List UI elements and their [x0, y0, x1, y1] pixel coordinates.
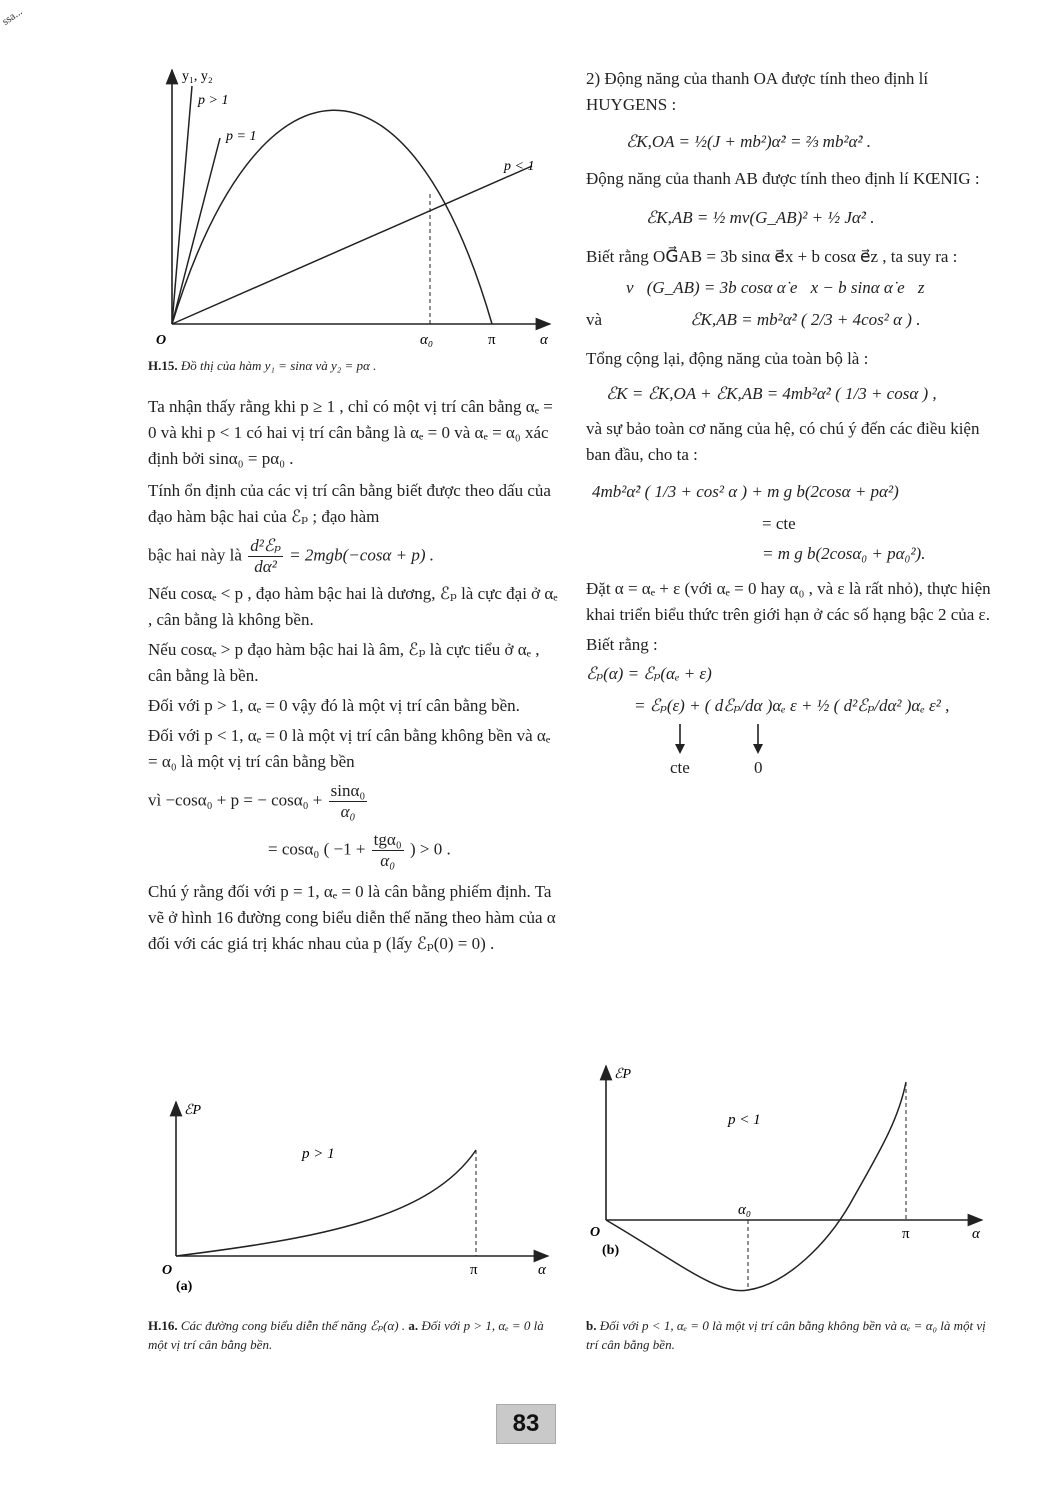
- fig16b-y-label: ℰP: [614, 1067, 632, 1082]
- right-formula-3: v⃗(G_AB) = 3b cosα α̇ e⃗x − b sinα α̇ e⃗z: [626, 278, 925, 297]
- left-para-1: Ta nhận thấy rằng khi p ≥ 1 , chỉ có một vị trí cân bằng αₑ = 0 và khi p < 1 có hai vị trí cân bằng là αₑ = 0 và αₑ = α₀ xác định bởi sinα₀ = pα₀ .: [148, 397, 553, 468]
- fig16b-curve-label: p < 1: [728, 1112, 761, 1128]
- fig16-caption-label: H.16.: [148, 1318, 178, 1333]
- fig15-pi: π: [488, 332, 496, 348]
- left-para-6: Đối với p < 1, αₑ = 0 là một vị trí cân bằng không bền và αₑ = α₀ là một vị trí cân bằng bền: [148, 726, 551, 771]
- fig15-caption: [148, 356, 558, 375]
- figure-16a: [160, 1098, 560, 1298]
- left-eq-2-num: tgα₀: [373, 830, 402, 849]
- right-heading-4: Tổng cộng lại, động năng của toàn bộ là :: [586, 349, 869, 368]
- figure-15: [148, 64, 568, 354]
- left-eq-2-post: ) > 0 .: [409, 839, 451, 859]
- right-formula-1: ℰK,OA = ½(J + mb²)α̇² = ⅔ mb²α̇² .: [626, 132, 872, 151]
- right-column: [586, 66, 998, 786]
- left-eq-2: [268, 830, 560, 871]
- left-para-4: Nếu cosαₑ > p đạo hàm bậc hai là âm, ℰₚ là cực tiểu ở αₑ , cân bằng là bền.: [148, 640, 540, 685]
- fig16a-pi: π: [470, 1262, 478, 1278]
- right-formula-7: = cte: [762, 514, 796, 533]
- fig15-y-label: y₁, y₂: [182, 69, 213, 84]
- fig15-sine-curve: [172, 110, 492, 324]
- fig15-line-p-gt1: [172, 86, 192, 324]
- right-formula-8: = m g b(2cosα₀ + pα₀²).: [762, 544, 926, 563]
- fig16b-x-label: α: [972, 1226, 980, 1242]
- left-para-5: Đối với p > 1, αₑ = 0 vậy đó là một vị trí cân bằng bền.: [148, 696, 520, 715]
- fig16a-caption: [148, 1316, 562, 1354]
- right-formula-9: ℰₚ(α) = ℰₚ(αₑ + ε): [586, 664, 712, 683]
- right-heading-2: Động năng của thanh AB được tính theo định lí KŒNIG :: [586, 169, 980, 188]
- right-heading-7: Biết rằng :: [586, 635, 658, 654]
- fig16a-caption-sub-text: Đối với p > 1, αₑ = 0 là một vị trí cân bằng bền.: [148, 1318, 544, 1352]
- right-heading-5: và sự bảo toàn cơ năng của hệ, có chú ý đến các điều kiện ban đầu, cho ta :: [586, 419, 980, 464]
- fig16a-x-label: α: [538, 1262, 546, 1278]
- fig15-label-p-gt1: p > 1: [198, 93, 229, 108]
- left-eq-1-frac: [329, 781, 368, 822]
- left-eq-2-pre: = cosα₀ ( −1 +: [268, 839, 366, 859]
- fig16b-panel: (b): [602, 1243, 620, 1258]
- fig16b-pi: π: [902, 1226, 910, 1242]
- right-heading-3: Biết rằng OG⃗AB = 3b sinα e⃗x + b cosα e⃗z , ta suy ra :: [586, 247, 958, 266]
- right-formula-4-row: [586, 310, 998, 330]
- right-formula-4: ℰK,AB = mb²α̇² ( 2/3 + 4cos² α ) .: [690, 310, 921, 329]
- left-eq-1-pre: vì −cosα₀ + p = − cosα₀ +: [148, 790, 323, 810]
- left-para-2: Tính ổn định của các vị trí cân bằng biết được theo dấu của đạo hàm bậc hai của ℰₚ ; đạo hàm: [148, 481, 551, 526]
- right-formula-5: ℰK = ℰK,OA + ℰK,AB = 4mb²α̇² ( 1/3 + cosα ) ,: [606, 384, 937, 403]
- right-zero: 0: [754, 758, 763, 777]
- fig15-caption-text: Đồ thị của hàm y₁ = sinα và y₂ = pα .: [180, 358, 377, 373]
- fig16a-caption-sub: a.: [408, 1318, 419, 1333]
- right-annotation-arrows: [646, 722, 766, 756]
- fig15-alpha0: α₀: [420, 332, 434, 348]
- left-second-derivative: [148, 536, 560, 577]
- right-formula-10: = ℰₚ(ε) + ( dℰₚ/dα )αₑ ε + ½ ( d²ℰₚ/dα² )αₑ ε² ,: [634, 696, 950, 715]
- fig16a-origin: O: [162, 1263, 173, 1278]
- fig15-caption-label: H.15.: [148, 358, 178, 373]
- left-para-3: Nếu cosαₑ < p , đạo hàm bậc hai là dương, ℰₚ là cực đại ở αₑ , cân bằng là không bền.: [148, 584, 558, 629]
- left-eq-1-num: sinα₀: [330, 781, 366, 800]
- fig16b-caption-sub: b.: [586, 1318, 597, 1333]
- left-eq-1: [148, 781, 560, 822]
- left-second-derivative-pre: bậc hai này là: [148, 545, 242, 565]
- left-eq-1-den: α₀: [340, 802, 356, 821]
- fig16b-caption: [586, 1316, 998, 1354]
- left-second-derivative-den: dα²: [254, 557, 277, 576]
- right-heading-1: 2) Động năng của thanh OA được tính theo định lí HUYGENS :: [586, 69, 929, 114]
- fig15-origin: O: [156, 333, 167, 348]
- fig15-label-p-eq1: p = 1: [226, 129, 257, 144]
- left-second-derivative-frac: [248, 536, 283, 577]
- left-eq-2-den: α₀: [380, 851, 396, 870]
- fig16b-origin: O: [590, 1225, 601, 1240]
- page-number: 83: [496, 1404, 556, 1444]
- right-cte: cte: [670, 758, 690, 777]
- fig15-x-label: α: [540, 332, 548, 348]
- right-heading-6: Đặt α = αₑ + ε (với αₑ = 0 hay α₀ , và ε là rất nhỏ), thực hiện khai triển biểu thức trên giới hạn ở các số hạng bậc 2 của ε.: [586, 579, 991, 624]
- fig16a-y-label: ℰP: [184, 1103, 202, 1118]
- fig15-line-p-lt1: [172, 166, 532, 324]
- fig16a-curve-label: p > 1: [302, 1146, 335, 1162]
- figure-16b: [588, 1062, 998, 1302]
- right-va: và: [586, 310, 603, 329]
- left-eq-2-frac: [372, 830, 404, 871]
- left-column: [148, 394, 560, 957]
- fig16a-panel: (a): [176, 1279, 193, 1294]
- fig16a-curve: [176, 1150, 476, 1256]
- fig16b-caption-sub-text: Đối với p < 1, αₑ = 0 là một vị trí cân bằng không bền và αₑ = α₀ là một vị trí cân bằng bền.: [586, 1318, 986, 1352]
- left-second-derivative-num: d²ℰₚ: [250, 536, 281, 555]
- left-second-derivative-post: = 2mgb(−cosα + p) .: [289, 545, 434, 565]
- left-para-7: Chú ý rằng đối với p = 1, αₑ = 0 là cân bằng phiếm định. Ta vẽ ở hình 16 đường cong biểu diễn thế năng theo hàm của α đối với các giá trị khác nhau của p (lấy ℰₚ(0) = 0) .: [148, 882, 556, 953]
- fig16b-alpha0: α₀: [738, 1202, 752, 1218]
- right-annotations: [586, 716, 998, 786]
- fig16-caption-text: Các đường cong biểu diễn thế năng ℰₚ(α) .: [180, 1318, 406, 1333]
- right-formula-2: ℰK,AB = ½ mv(G_AB)² + ½ Jα̇² .: [646, 208, 875, 227]
- right-formula-6: 4mb²α̇² ( 1/3 + cos² α ) + m g b(2cosα + pα²): [592, 482, 899, 501]
- corner-mark: ssa...: [0, 5, 25, 28]
- fig15-label-p-lt1: p < 1: [504, 159, 535, 174]
